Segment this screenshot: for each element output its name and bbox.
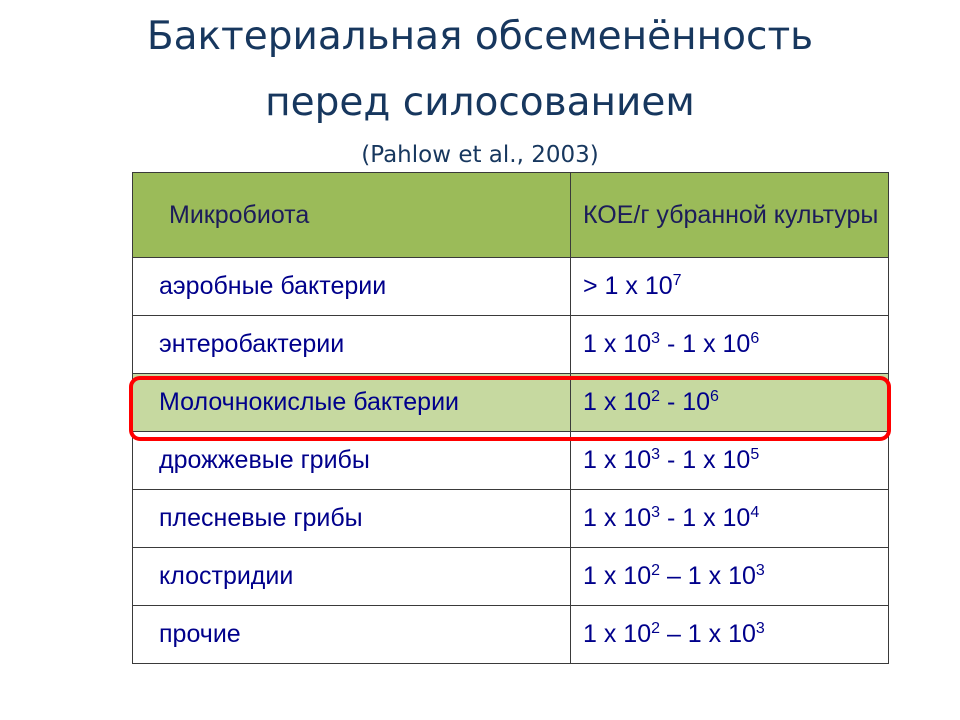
microbiota-name: энтеробактерии	[133, 316, 571, 374]
value-exponent: 2	[651, 388, 661, 405]
cfu-value	[571, 606, 889, 664]
value-base: > 1 х 10	[583, 272, 673, 300]
value-range-separator: – 1 х 10	[660, 562, 756, 590]
microbiota-name: дрожжевые грибы	[133, 432, 571, 490]
cfu-value	[571, 432, 889, 490]
value-range-separator: - 1 х 10	[660, 504, 751, 532]
cfu-value	[571, 316, 889, 374]
value-exponent: 3	[651, 330, 661, 347]
value-exponent: 3	[755, 562, 765, 579]
value-range-separator: - 1 х 10	[660, 446, 751, 474]
value-exponent: 6	[750, 330, 760, 347]
header-microbiota: Микробиота	[133, 173, 571, 258]
table-body	[133, 258, 889, 664]
value-range-separator: - 10	[660, 388, 711, 416]
value-exponent: 5	[750, 446, 760, 463]
value-range-separator: - 1 х 10	[660, 330, 751, 358]
table-row	[133, 258, 889, 316]
value-exponent: 6	[710, 388, 719, 405]
slide-title-line-1: Бактериальная обсеменённость	[146, 14, 814, 59]
table-row	[133, 374, 889, 432]
value-base: 1 х 10	[583, 504, 652, 532]
value-base: 1 х 10	[583, 330, 652, 358]
microbiota-name: клостридии	[133, 548, 571, 606]
value-exponent: 2	[651, 562, 661, 579]
microbiota-name: плесневые грибы	[133, 490, 571, 548]
value-base: 1 х 10	[583, 562, 652, 590]
table-row	[133, 548, 889, 606]
value-range-separator: – 1 х 10	[660, 620, 756, 648]
header-cfu-per-gram: КОЕ/г убранной культуры	[571, 173, 889, 258]
table-header-row	[133, 173, 889, 258]
value-base: 1 х 10	[583, 620, 652, 648]
value-exponent: 3	[755, 620, 765, 637]
table-row	[133, 490, 889, 548]
slide-title-line-2: перед силосованием	[265, 80, 695, 125]
value-exponent: 3	[651, 446, 661, 463]
value-exponent: 2	[651, 620, 661, 637]
value-exponent: 7	[672, 272, 682, 289]
cfu-value	[571, 374, 889, 432]
microbiota-table	[132, 172, 889, 664]
cfu-value	[571, 490, 889, 548]
cfu-value	[571, 258, 889, 316]
citation: (Pahlow et al., 2003)	[361, 142, 599, 168]
microbiota-name: прочие	[133, 606, 571, 664]
table-row	[133, 316, 889, 374]
value-base: 1 х 10	[583, 388, 652, 416]
microbiota-name: Молочнокислые бактерии	[133, 374, 571, 432]
value-exponent: 4	[750, 504, 760, 521]
microbiota-name: аэробные бактерии	[133, 258, 571, 316]
table-row	[133, 432, 889, 490]
value-base: 1 х 10	[583, 446, 652, 474]
value-exponent: 3	[651, 504, 661, 521]
cfu-value	[571, 548, 889, 606]
table-row	[133, 606, 889, 664]
